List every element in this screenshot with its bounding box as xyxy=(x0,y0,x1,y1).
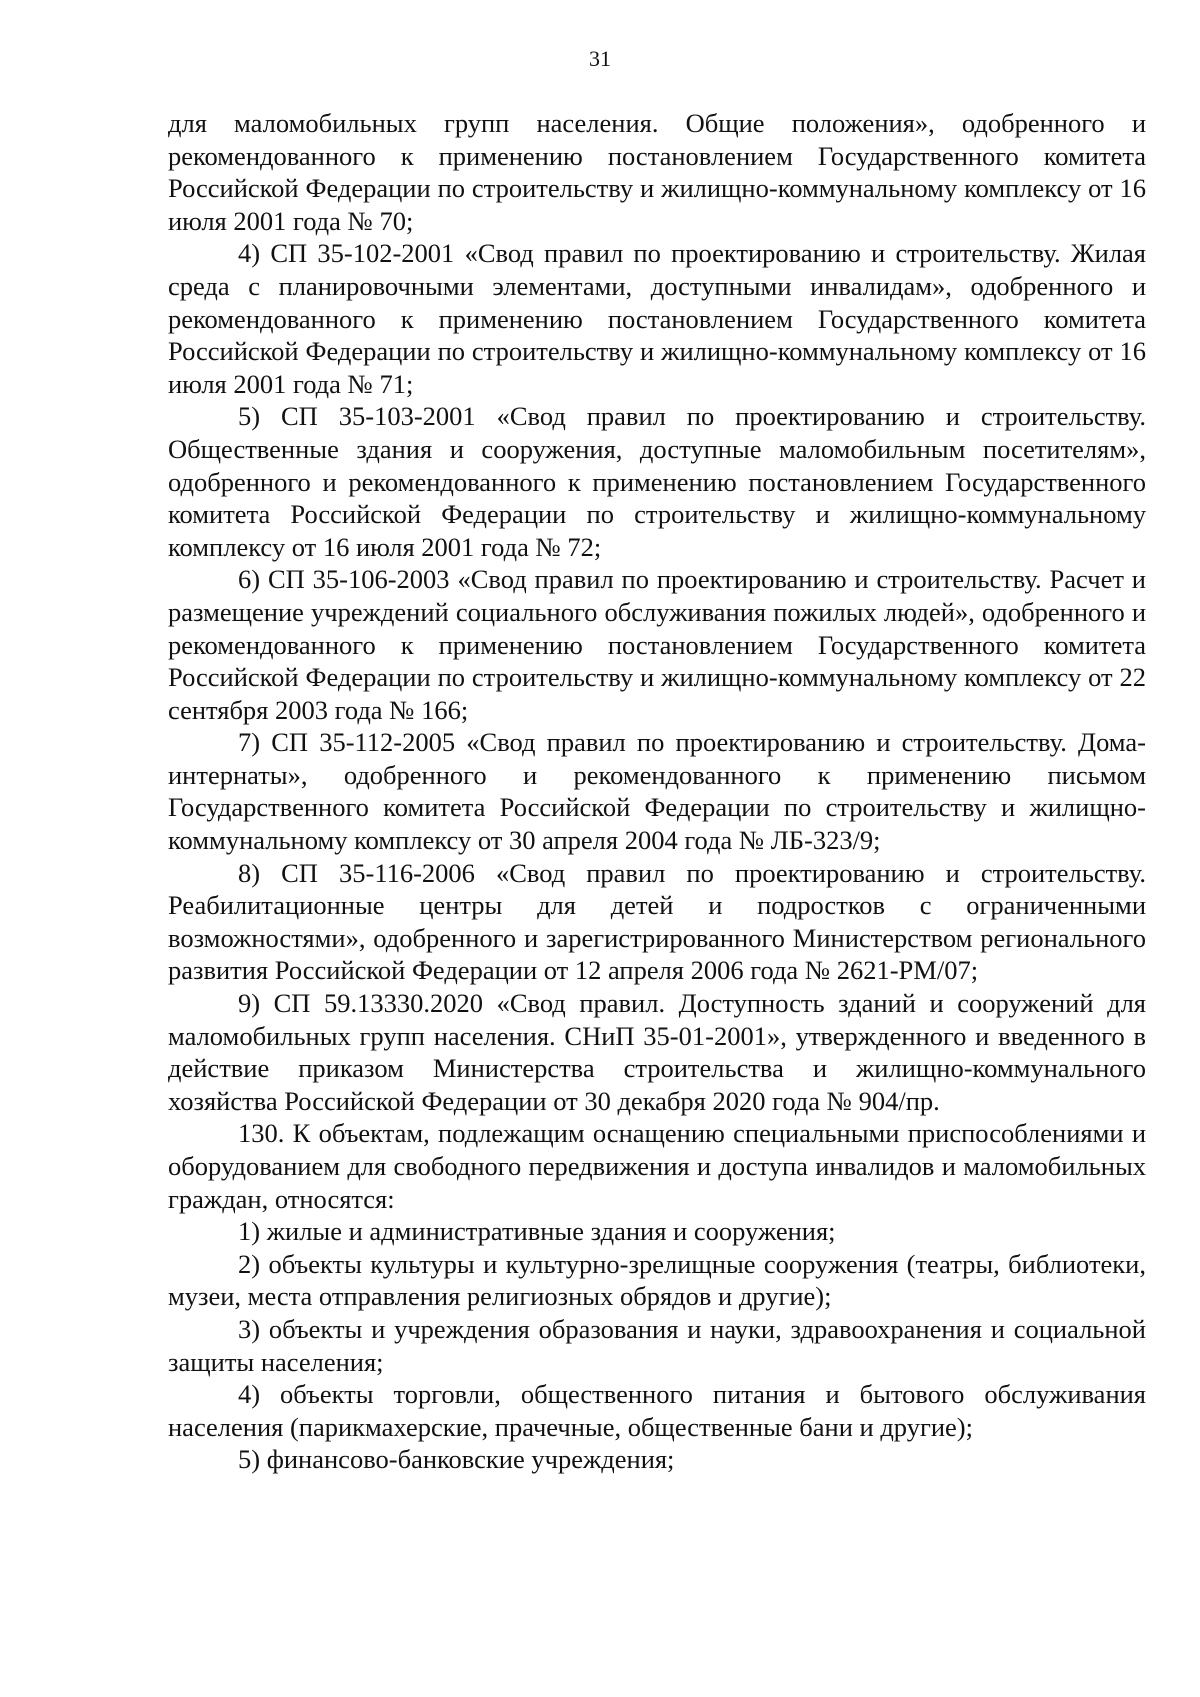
section-paragraph: 130. К объектам, подлежащим оснащению специальными приспособлениями и оборудованием для свободного передвижения и доступа инвалидов и маломобильных граждан, относятся: xyxy=(168,1118,1146,1214)
list-item: 7) СП 35-112-2005 «Свод правил по проектированию и строительству. Дома-интернаты», одобренного и рекомендованного к применению письмом Государственного комитета Российской Федерации по строительству и жилищно-коммунальному комплексу от 30 апреля 2004 года № ЛБ-323/9; xyxy=(168,727,1146,856)
list-item: 5) финансово-банковские учреждения; xyxy=(238,1444,675,1475)
list-item: 4) СП 35-102-2001 «Свод правил по проектированию и строительству. Жилая среда с планировочными элементами, доступными инвалидам», одобренного и рекомендованного к применению постановлением Государственного комитета Российской Федерации по строительству и жилищно-коммунальному комплексу от 16 июля 2001 года № 71; xyxy=(168,238,1146,399)
paragraph: для маломобильных групп населения. Общие положения», одобренного и рекомендованного к применению постановлением Государственного комитета Российской Федерации по строительству и жилищно-коммунальному комплексу от 16 июля 2001 года № 70; xyxy=(168,108,1146,236)
page-number: 31 xyxy=(589,46,611,71)
list-item: 5) СП 35-103-2001 «Свод правил по проектированию и строительству. Общественные здания и сооружения, доступные маломобильным посетителям», одобренного и рекомендованного к применению постановлением Государственного комитета Российской Федерации по строительству и жилищно-коммунальному комплексу от 16 июля 2001 года № 72; xyxy=(168,401,1146,562)
list-item: 9) СП 59.13330.2020 «Свод правил. Доступность зданий и сооружений для маломобильных групп населения. СНиП 35-01-2001», утвержденного и введенного в действие приказом Министерства строительства и жилищно-коммунального хозяйства Российской Федерации от 30 декабря 2020 года № 904/пр. xyxy=(168,988,1146,1116)
list-item: 3) объекты и учреждения образования и науки, здравоохранения и социальной защиты населения; xyxy=(168,1313,1146,1377)
list-item: 1) жилые и административные здания и сооружения; xyxy=(238,1216,836,1247)
list-item: 4) объекты торговли, общественного питания и бытового обслуживания населения (парикмахерские, прачечные, общественные бани и другие); xyxy=(168,1379,1146,1442)
document-body xyxy=(168,107,1146,1476)
list-item: 2) объекты культуры и культурно-зрелищные сооружения (театры, библиотеки, музеи, места отправления религиозных обрядов и другие); xyxy=(168,1248,1146,1312)
list-item: 8) СП 35-116-2006 «Свод правил по проектированию и строительству. Реабилитационные центры для детей и подростков с ограниченными возможностями», одобренного и зарегистрированного Министерством регионального развития Российской Федерации от 12 апреля 2006 года № 2621-РМ/07; xyxy=(168,857,1146,986)
list-item: 6) СП 35-106-2003 «Свод правил по проектированию и строительству. Расчет и размещение учреждений социального обслуживания пожилых людей», одобренного и рекомендованного к применению постановлением Государственного комитета Российской Федерации по строительству и жилищно-коммунальному комплексу от 22 сентября 2003 года № 166; xyxy=(168,564,1146,725)
